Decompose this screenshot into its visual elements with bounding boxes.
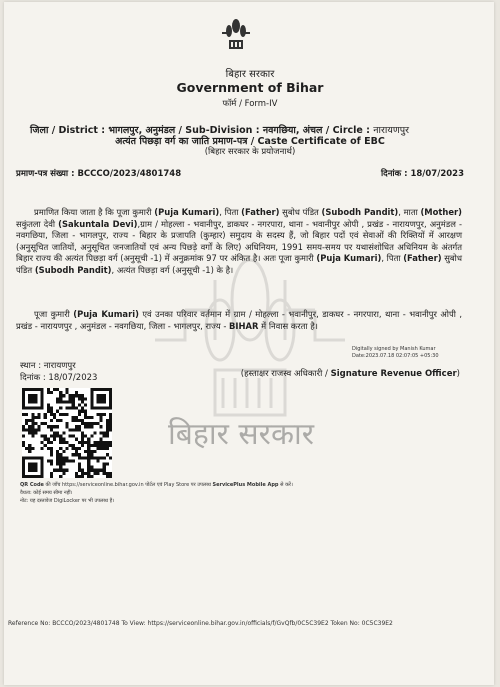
reference-footer: Reference No: BCCCO/2023/4801748 To View: https://serviceonline.bihar.gov.in/officials/f/GvQfb/0C5C39E2 Token No: 0C5C39E2 (8, 620, 393, 627)
certificate-title: अत्यंत पिछड़ा वर्ग का जाति प्रमाण-पत्र / Caste Certificate of EBC (115, 136, 385, 147)
certificate-number-row (16, 168, 464, 179)
certificate-paragraph-1: प्रमाणित किया जाता है कि पूजा कुमारी (Puja Kumari), पिता (Father) सुबोध पंडित (Subodh Pandit), माता (Mother) सकुंतला देवी (Sakuntala Devi),ग्राम / मोहल्ला - भवानीपुर, डाकघर - नगरपारा, थाना - भवानीपुर ओपी , प्रखंड - नारायणपुर, अनुमंडल - नवगछिया, जिला - भागलपुर, राज्य - बिहार के प्रजापति (कुम्हार) समुदाय के सदस्य हैं, जो बिहार पदों एवं सेवाओं की रिक्तियों में आरक्षण (अनुसूचित जातियों, अनुसूचित जनजातियों एवं अन्य पिछड़े वर्गों के लिए) अधिनियम, 1991 समय-समय पर यथासंशोधित अधिनियम के अंतर्गत बिहार राज्य की अत्यंत पिछड़ा वर्ग (अनुसूची -1) में अनुक्रमांक 97 पर अंकित है। अतः पूजा कुमारी (Puja Kumari), पिता (Father) सुबोध पंडित (Subodh Pandit), अत्यंत पिछड़ा वर्ग (अनुसूची -1) के है। (16, 207, 463, 275)
qr-note-digilocker: नोट: यह दस्तावेज DigiLocker पर भी उपलब्ध है। (20, 498, 115, 504)
certificate-date: दिनांक : 18/07/2023 (380, 169, 464, 179)
digital-signature: Digitally signed by Manish Kumar Date:2023.07.18 02:07:05 +05:30 (352, 346, 439, 359)
bihar-emblem-icon (218, 18, 254, 54)
district-line: जिला / District : भागलपुर, अनुमंडल / Sub-Division : नवगछिया, अंचल / Circle : नारायणपुर (30, 125, 409, 136)
qr-code-icon (22, 388, 112, 478)
state-name-hindi: बिहार सरकार (225, 69, 275, 80)
certificate-paragraph-2: पूजा कुमारी (Puja Kumari) एवं उनका परिवार वर्तमान में ग्राम / मोहल्ला - भवानीपुर, डाकघर - नगरपारा, थाना - भवानीपुर ओपी , प्रखंड - नारायणपुर , अनुमंडल - नवगछिया, जिला - भागलपुर, राज्य - BIHAR में निवास करता है। (16, 309, 462, 331)
certificate-purpose: (बिहार सरकार के प्रयोजनार्थ) (204, 147, 296, 157)
officer-signature-label: (हस्ताक्षर राजस्व अधिकारी / Signature Revenue Officer) (240, 369, 460, 379)
certificate-number: प्रमाण-पत्र संख्या : BCCCO/2023/4801748 (16, 169, 182, 179)
watermark-text: बिहार सरकार (168, 417, 315, 452)
state-name-english: Government of Bihar (176, 80, 324, 95)
place-label: स्थान : नारायणपुर (20, 361, 76, 371)
qr-note-validity: वैधता: कोई समय सीमा नहीं। (20, 490, 73, 496)
form-number: फॉर्म / Form-IV (222, 99, 278, 109)
place-date: दिनांक : 18/07/2023 (20, 373, 98, 383)
qr-note-verify: QR Code की जाँच https://serviceonline.bihar.gov.in पोर्टल एवं Play Store पर उपलब्ध ServicePlus Mobile App से करें। (20, 482, 293, 488)
